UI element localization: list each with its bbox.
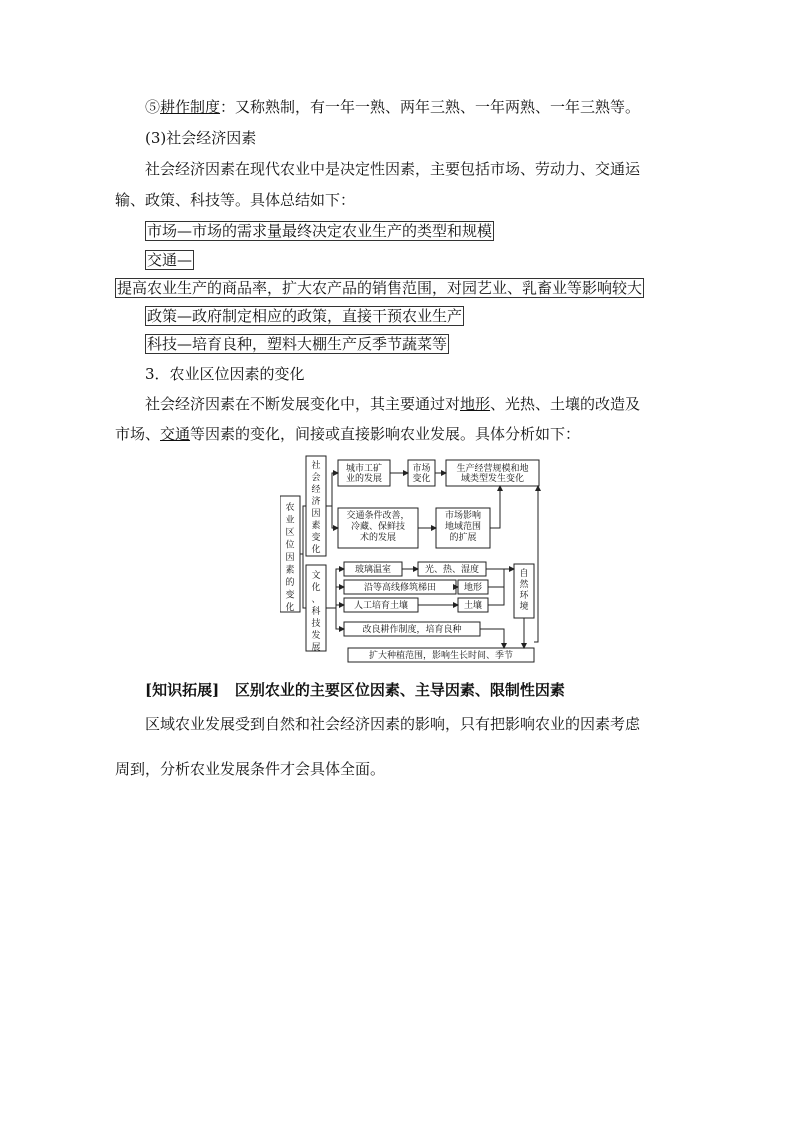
ext-tag: [知识拓展] bbox=[145, 681, 220, 699]
market-summary-box: 市场—市场的需求量最终决定农业生产的类型和规模 bbox=[147, 222, 493, 240]
transport-label: 交通条件改善，冷藏、保鲜技术的发展 bbox=[346, 511, 410, 543]
change-paragraph-line2 bbox=[115, 424, 580, 444]
expand-label: 扩大种植范围，影响生长时间、季节 bbox=[368, 651, 514, 661]
agri-location-change-diagram bbox=[280, 452, 542, 664]
policy-summary bbox=[145, 306, 464, 326]
market-label: 市场变化 bbox=[412, 464, 431, 484]
socio-label: 社会经济因素变化 bbox=[311, 461, 321, 555]
farming-system-text: ：又称熟制，有一年一熟、两年三熟、一年两熟、一年三熟等。 bbox=[220, 98, 641, 116]
tech-summary-box: 科技—培育良种，塑料大棚生产反季节蔬菜等 bbox=[147, 335, 448, 353]
market-range-label: 市场影响地域范围的扩展 bbox=[444, 511, 482, 543]
section-heading-change: 3．农业区位因素的变化 bbox=[145, 365, 305, 383]
market-summary bbox=[145, 221, 494, 241]
soil-make-label: 人工培育土壤 bbox=[353, 601, 409, 611]
glass-label: 玻璃温室 bbox=[354, 565, 392, 575]
traffic-summary-head bbox=[145, 250, 194, 270]
culture-label: 文化、科技发展 bbox=[311, 571, 321, 653]
policy-summary-box: 政策—政府制定相应的政策，直接干预农业生产 bbox=[147, 307, 463, 325]
change-text-1b: 、光热、土壤的改造及 bbox=[490, 395, 641, 413]
farming-system-paragraph bbox=[145, 97, 640, 117]
knowledge-extension bbox=[145, 680, 565, 700]
terrain-term: 地形 bbox=[460, 395, 491, 413]
traffic-summary-body-box: 提高农业生产的商品率，扩大农产品的销售范围，对园艺业、乳畜业等影响较大 bbox=[117, 279, 643, 297]
change-paragraph-line1 bbox=[145, 394, 640, 414]
scale-label: 生产经营规模和地域类型发生变化 bbox=[456, 464, 529, 484]
traffic-summary-body bbox=[115, 278, 644, 298]
circled-number: ⑤ bbox=[145, 98, 161, 116]
change-text-1a: 社会经济因素在不断发展变化中，其主要通过对 bbox=[145, 395, 461, 413]
farming-label: 改良耕作制度，培育良种 bbox=[362, 625, 462, 635]
terrace-label: 沿等高线修筑梯田 bbox=[363, 583, 437, 593]
section-heading-socioeconomic: (3)社会经济因素 bbox=[145, 129, 257, 147]
light-label: 光、热、湿度 bbox=[424, 565, 480, 575]
change-text-2b: 等因素的变化，间接或直接影响农业发展。具体分析如下： bbox=[190, 425, 581, 443]
socioeconomic-paragraph-line1: 社会经济因素在现代农业中是决定性因素，主要包括市场、劳动力、交通运 bbox=[145, 160, 641, 178]
soil-label: 土壤 bbox=[463, 601, 483, 611]
terrain-label: 地形 bbox=[463, 583, 483, 593]
traffic-summary-head-box: 交通— bbox=[147, 251, 193, 269]
city-label: 城市工矿业的发展 bbox=[345, 464, 383, 484]
conclusion-line2: 周到，分析农业发展条件才会具体全面。 bbox=[115, 760, 386, 778]
traffic-term: 交通 bbox=[160, 425, 191, 443]
change-text-2a: 市场、 bbox=[115, 425, 161, 443]
root-label: 农业区位因素的变化 bbox=[285, 503, 295, 613]
nature-label: 自然环境 bbox=[519, 569, 529, 612]
farming-system-term: 耕作制度 bbox=[160, 98, 221, 116]
conclusion-line1: 区域农业发展受到自然和社会经济因素的影响，只有把影响农业的因素考虑 bbox=[145, 715, 641, 733]
ext-title: 区别农业的主要区位因素、主导因素、限制性因素 bbox=[234, 681, 565, 699]
tech-summary bbox=[145, 334, 449, 354]
socioeconomic-paragraph-line2: 输、政策、科技等。具体总结如下： bbox=[115, 191, 356, 209]
